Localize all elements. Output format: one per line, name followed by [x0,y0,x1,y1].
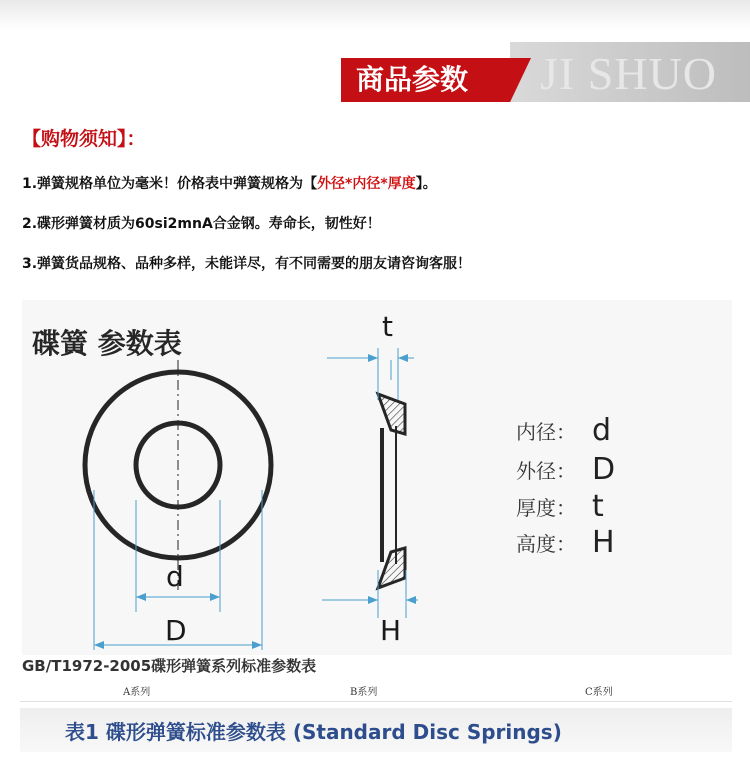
top-fade [0,0,750,30]
standard-caption: GB/T1972-2005碟形弹簧系列标准参数表 [22,657,317,675]
rule-1-bracket-open: 【 [303,176,318,192]
notice-rule-3: 3.弹簧货品规格、品种多样，未能详尽，有不同需要的朋友请咨询客服！ [22,256,472,272]
legend-inner-diameter [516,413,611,447]
legend-name: 厚度： [516,496,576,520]
height-label: H [380,614,402,647]
section-banner [0,40,750,104]
legend-symbol: D [592,452,616,487]
legend-thickness [516,489,604,523]
notice-rule-1 [22,173,437,193]
outer-diameter-label: D [165,614,187,647]
notice-title: 【购物须知】： [22,128,146,150]
notice-rule-2: 2.碟形弹簧材质为60si2mnA合金钢。寿命长，韧性好！ [22,216,381,232]
inner-diameter-label: d [166,560,184,593]
legend-symbol: H [592,525,615,560]
thickness-dimension [327,348,414,400]
diagram-title: 碟簧 参数表 [32,327,182,360]
series-b-label: B系列 [350,687,378,698]
legend-name: 外径： [516,459,576,483]
legend-symbol: t [592,489,604,524]
table-caption: 表1 碟形弹簧标准参数表 (Standard Disc Springs) [65,720,562,744]
side-section-view [378,360,405,588]
disc-spring-diagram [22,300,732,655]
thickness-label: t [382,310,393,343]
rule-1-highlight: 外径*内径*厚度 [317,176,416,192]
legend-name: 高度： [516,532,576,556]
banner-title: 商品参数 [356,63,469,96]
diagram-drawing [22,300,732,655]
series-a-label: A系列 [123,687,151,698]
banner-watermark: JI SHUO [540,48,717,99]
legend-outer-diameter [516,452,615,486]
series-c-label: C系列 [585,687,613,698]
legend-name: 内径： [516,420,576,444]
legend-height [516,525,615,559]
table-caption-bar [20,708,732,752]
legend-symbol: d [592,413,612,448]
rule-1-suffix: 】。 [415,176,437,192]
series-header-row [20,678,732,702]
rule-1-text: 1.弹簧规格单位为毫米！价格表中弹簧规格为 [22,176,304,192]
